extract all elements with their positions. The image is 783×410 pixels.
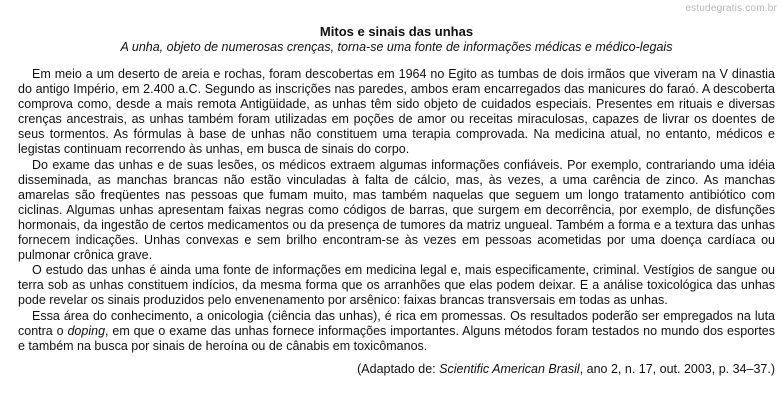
paragraph-2: Do exame das unhas e de suas lesões, os médicos extraem algumas informações confiáveis. Por exemplo, contrariando uma idéia disseminada, as manchas brancas não estão vinculadas à falta de cálcio, mas, às vezes, a uma carência de zinco. As manchas amarelas são freqüentes nas pessoas que fumam muito, mas também naquelas que seguem um longo tratamento antibiótico com ciclinas. Algumas unhas apresentam faixas negras como códigos de barras, que surgem em decorrência, por exemplo, de disfunções hormonais, da ingestão de certos medicamentos ou da presença de tumores da matriz ungueal. Também a forma e a textura das unhas fornecem indicações. Unhas convexas e sem brilho encontram-se às vezes em pessoas acometidas por uma doença cardíaca ou pulmonar crônica grave. bbox=[18, 157, 775, 263]
site-watermark: estudegratis.com.br bbox=[685, 3, 777, 14]
paragraph-4-text-after: , em que o exame das unhas fornece informações importantes. Alguns métodos foram testados no mundo dos esportes e também na busca por sinais de heroína ou de cânabis em toxicômanos. bbox=[18, 323, 776, 353]
article-subtitle: A unha, objeto de numerosas crenças, torna-se uma fonte de informações médicas e médico-legais bbox=[120, 40, 673, 54]
paragraph-4 bbox=[18, 309, 775, 354]
paragraph-1: Em meio a um deserto de areia e rochas, foram descobertas em 1964 no Egito as tumbas de dois irmãos que viveram na V dinastia do antigo Império, em 2.400 a.C. Segundo as inscrições nas paredes, ambos eram encarregados das manicures do faraó. A descoberta comprova como, desde a mais remota Antigüidade, as unhas têm sido objeto de cuidados especiais. Presentes em rituais e diversas crenças ancestrais, as unhas também foram utilizadas em poções de amor ou receitas miraculosas, capazes de livrar os doentes de seus tormentos. As fórmulas à base de unhas não constituem uma terapia comprovada. Na medicina atual, no entanto, médicos e legistas continuam recorrendo às unhas, em busca de sinais do corpo. bbox=[18, 67, 775, 157]
paragraph-4-text-before: Essa área do conhecimento, a onicologia (ciência das unhas), é rica em promessas. Os resultados poderão ser empregados na luta contra o bbox=[18, 308, 775, 338]
source-prefix: (Adaptado de: bbox=[357, 361, 440, 376]
paragraph-3: O estudo das unhas é ainda uma fonte de informações em medicina legal e, mais especificamente, criminal. Vestígios de sangue ou terra sob as unhas constituem indícios, da mesma forma que os arranhões que elas podem deixar. E a análise toxicológica das unhas pode revelar os sinais produzidos pelo envenenamento por arsênico: faixas brancas transversais em todas as unhas. bbox=[18, 263, 775, 308]
source-suffix: , ano 2, n. 17, out. 2003, p. 34–37.) bbox=[579, 361, 775, 376]
article bbox=[18, 24, 775, 389]
article-title: Mitos e sinais das unhas bbox=[319, 24, 474, 39]
paragraph-4-emphasis: doping bbox=[67, 323, 106, 338]
source-publication: Scientific American Brasil bbox=[439, 361, 580, 376]
source-citation bbox=[18, 362, 775, 377]
